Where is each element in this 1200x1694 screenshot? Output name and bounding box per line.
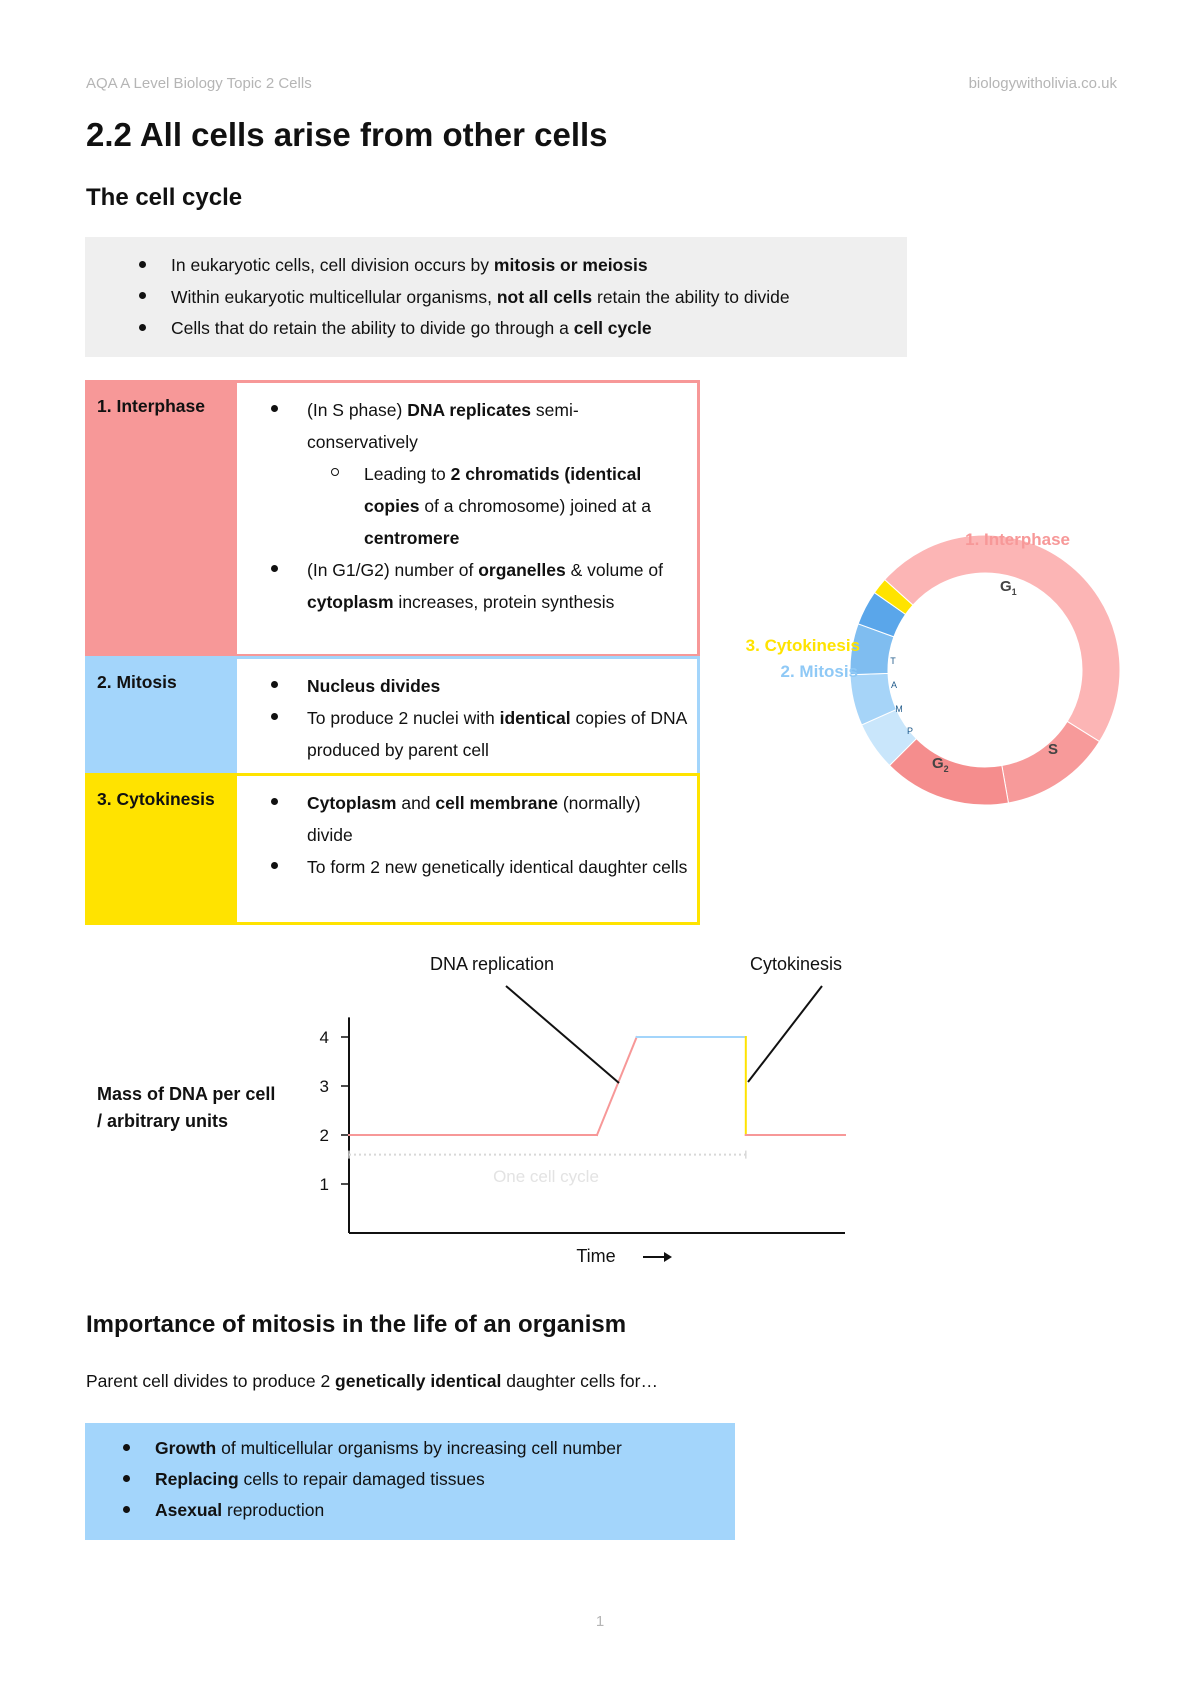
mitosis-bullet-nuclei: To produce 2 nuclei with identical copies of DNA produced by parent cell (237, 702, 689, 766)
cycle-cytokinesis-label: 3. Cytokinesis (745, 636, 860, 655)
intro-bullet: Cells that do retain the ability to divide go through a cell cycle (171, 313, 907, 345)
intro-bullet: Within eukaryotic multicellular organisms, not all cells retain the ability to divide (171, 282, 907, 314)
mitosis-use-item: Replacing cells to repair damaged tissues (155, 1464, 735, 1495)
page-number: 1 (595, 1613, 605, 1630)
cycle-g2-label: $G_2$ (932, 755, 949, 774)
header-course-title: AQA A Level Biology Topic 2 Cells (86, 75, 312, 92)
interphase-bullet-dna: (In S phase) DNA replicates semi-conservatively Leading to 2 chromatids (identical copies of a chromosome) joined at a centromere (237, 394, 689, 554)
phase-row-cytokinesis (85, 773, 700, 925)
mitosis-letter-p: P (906, 726, 914, 736)
section-heading-cell-cycle: The cell cycle (86, 184, 243, 211)
chart-cycle-label: One cell cycle (493, 1167, 599, 1186)
annotation-cytokinesis: Cytokinesis (750, 954, 843, 974)
mitosis-bullet-nucleus: Nucleus divides (237, 670, 689, 702)
header-website: biologywitholivia.co.uk (968, 75, 1117, 92)
cell-cycle-diagram (720, 520, 1120, 820)
annotation-dna-replication: DNA replication (430, 954, 555, 974)
cycle-ring (850, 535, 1120, 805)
mitosis-use-item: Growth of multicellular organisms by increasing cell number (155, 1433, 735, 1464)
phase-body-interphase (237, 380, 700, 657)
phase-body-mitosis (237, 656, 700, 776)
section-heading-mitosis-importance: Importance of mitosis in the life of an organism (86, 1311, 627, 1338)
annotation-cyto-pointer (748, 986, 822, 1082)
chart-ylabel-line1: Mass of DNA per cell (97, 1084, 276, 1104)
chart-y-tick-label: 4 (319, 1028, 329, 1047)
intro-bullet: In eukaryotic cells, cell division occurs by mitosis or meiosis (171, 250, 907, 282)
chart-series-group (341, 1017, 845, 1233)
mitosis-uses-box (85, 1423, 735, 1540)
mitosis-letter-t: T (890, 656, 896, 666)
phase-row-mitosis (85, 656, 700, 776)
cycle-g1-label: $G_1$ (1000, 578, 1017, 597)
chart-y-tick-label: 2 (319, 1126, 329, 1145)
phase-row-interphase (85, 380, 700, 657)
cytokinesis-bullet-divide: Cytoplasm and cell membrane (normally) divide (237, 787, 689, 851)
phase-body-cytokinesis (237, 773, 700, 925)
time-arrow-icon (643, 1252, 672, 1262)
interphase-bullet-organelles: (In G1/G2) number of organelles & volume of cytoplasm increases, protein synthesis (237, 554, 689, 618)
cycle-segment-g1 (885, 535, 1120, 742)
cytokinesis-bullet-daughter: To form 2 new genetically identical daughter cells (237, 851, 689, 883)
page-title: 2.2 All cells arise from other cells (86, 116, 608, 153)
dna-mass-chart (80, 940, 880, 1280)
phase-label-interphase: 1. Interphase (85, 380, 237, 657)
interphase-subbullet-chromatids: Leading to 2 chromatids (identical copies of a chromosome) joined at a centromere (307, 458, 689, 554)
mitosis-letter-a: A (890, 680, 898, 690)
cycle-s-label: S (1048, 741, 1059, 758)
chart-y-tick-label: 3 (319, 1077, 329, 1096)
mitosis-uses-list (155, 1433, 735, 1526)
mitosis-letter-m: M (895, 704, 903, 714)
chart-xlabel: Time (576, 1246, 616, 1266)
cycle-interphase-label: 1. Interphase (965, 530, 1070, 549)
intro-list (171, 250, 907, 345)
annotation-dna-pointer (506, 986, 619, 1083)
phase-label-mitosis: 2. Mitosis (85, 656, 237, 776)
intro-box (85, 237, 907, 357)
chart-line-s-phase (597, 1037, 637, 1135)
chart-ylabel-line2: / arbitrary units (97, 1111, 229, 1131)
phase-label-cytokinesis: 3. Cytokinesis (85, 773, 237, 925)
cycle-segment-s (1002, 721, 1100, 803)
chart-y-tick-label: 1 (319, 1175, 329, 1194)
cycle-segment-g2 (890, 739, 1009, 805)
cycle-mitosis-label: 2. Mitosis (780, 662, 858, 681)
mitosis-intro-paragraph: Parent cell divides to produce 2 genetically identical daughter cells for… (86, 1371, 658, 1391)
mitosis-use-item: Asexual reproduction (155, 1495, 735, 1526)
